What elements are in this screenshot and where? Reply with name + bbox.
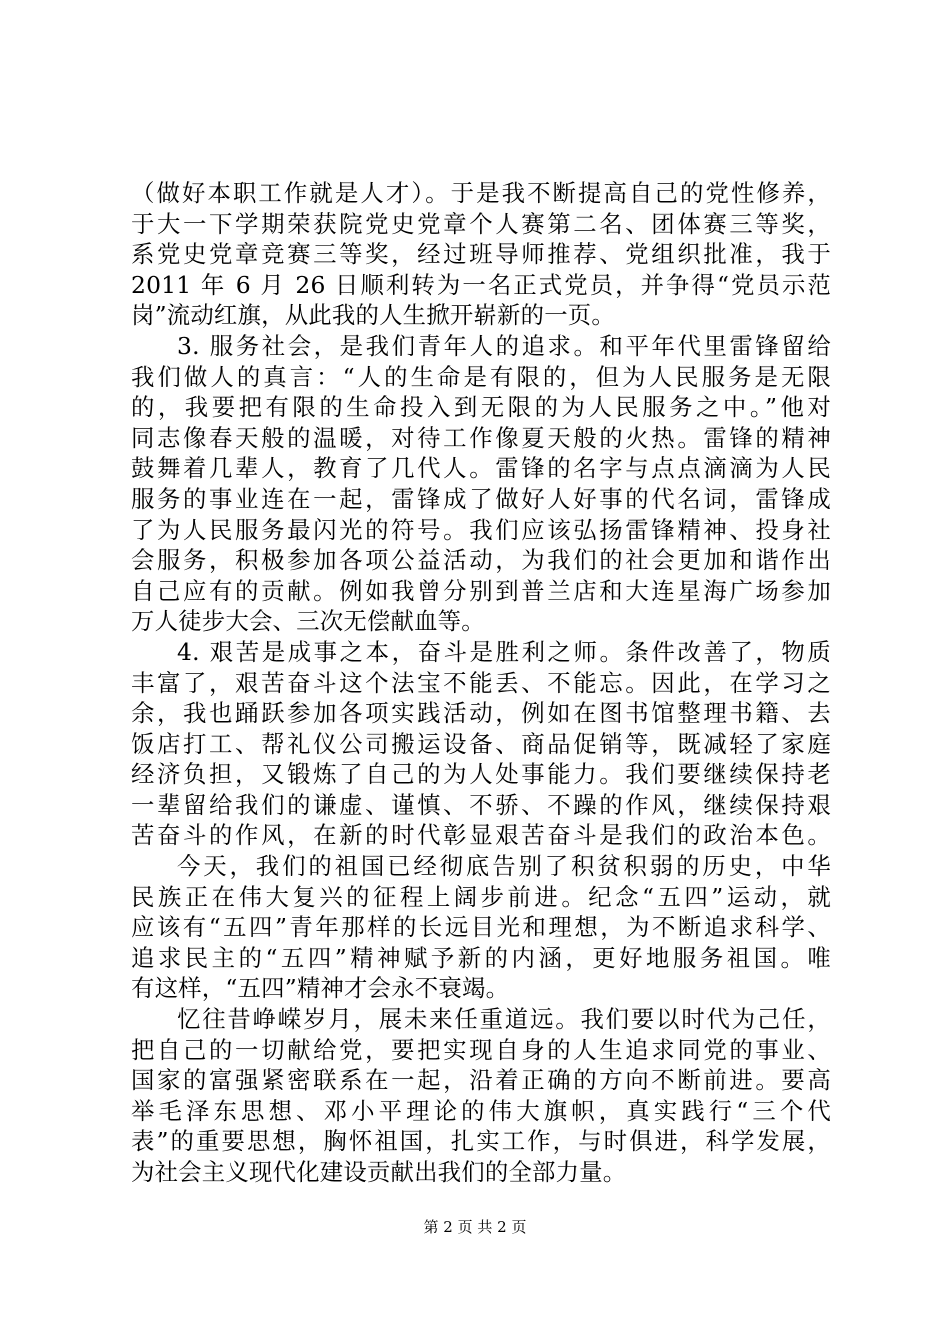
text-line: 今天，我们的祖国已经彻底告别了积贫积弱的历史，中华 xyxy=(177,852,831,881)
text-line: 丰富了，艰苦奋斗这个法宝不能丢、不能忘。因此，在学习之 xyxy=(131,668,831,697)
text-line: 为社会主义现代化建设贡献出我们的全部力量。 xyxy=(131,1158,627,1186)
text-line: 会服务，积极参加各项公益活动，为我们的社会更加和谐作出 xyxy=(131,546,831,575)
text-line: 2011 年 6 月 26 日顺利转为一名正式党员，并争得“党员示范 xyxy=(131,270,831,299)
text-line: 鼓舞着几辈人，教育了几代人。雷锋的名字与点点滴滴为人民 xyxy=(131,454,831,483)
text-line: 饭店打工、帮礼仪公司搬运设备、商品促销等，既减轻了家庭 xyxy=(131,729,831,758)
text-line: 岗”流动红旗，从此我的人生掀开崭新的一页。 xyxy=(131,301,615,330)
text-line: 系党史党章竞赛三等奖，经过班导师推荐、党组织批准，我于 xyxy=(131,240,831,269)
page-number-footer: 第 2 页 共 2 页 xyxy=(423,1218,527,1236)
text-line: 追求民主的“五四”精神赋予新的内涵，更好地服务祖国。唯 xyxy=(131,943,831,972)
text-line: 有这样，“五四”精神才会永不衰竭。 xyxy=(131,974,510,1003)
text-line: 3. 服务社会，是我们青年人的追求。和平年代里雷锋留给 xyxy=(177,331,831,360)
text-line: 国家的富强紧密联系在一起，沿着正确的方向不断前进。要高 xyxy=(131,1066,831,1095)
text-line: 表”的重要思想，胸怀祖国，扎实工作，与时俱进，科学发展， xyxy=(131,1127,831,1156)
text-line: 服务的事业连在一起，雷锋成了做好人好事的代名词，雷锋成 xyxy=(131,484,831,513)
text-line: 于大一下学期荣获院党史党章个人赛第二名、团体赛三等奖， xyxy=(131,209,831,238)
text-line: 了为人民服务最闪光的符号。我们应该弘扬雷锋精神、投身社 xyxy=(131,515,831,544)
text-line: 民族正在伟大复兴的征程上阔步前进。纪念“五四”运动，就 xyxy=(131,882,831,911)
text-line: 万人徒步大会、三次无偿献血等。 xyxy=(131,607,485,636)
text-line: 同志像春天般的温暖，对待工作像夏天般的火热。雷锋的精神 xyxy=(131,423,831,452)
text-line: 把自己的一切献给党，要把实现自身的人生追求同党的事业、 xyxy=(131,1035,831,1064)
text-line: 一辈留给我们的谦虚、谨慎、不骄、不躁的作风，继续保持艰 xyxy=(131,790,831,819)
text-line: 自己应有的贡献。例如我曾分别到普兰店和大连星海广场参加 xyxy=(131,576,831,605)
text-line: 经济负担，又锻炼了自己的为人处事能力。我们要继续保持老 xyxy=(131,760,831,789)
text-line: 忆往昔峥嵘岁月，展未来任重道远。我们要以时代为己任， xyxy=(177,1005,831,1034)
document-body xyxy=(131,178,831,1188)
text-line: 的，我要把有限的生命投入到无限的为人民服务之中。”他对 xyxy=(131,393,831,422)
text-line: 应该有“五四”青年那样的长远目光和理想，为不断追求科学、 xyxy=(131,913,831,942)
text-line: （做好本职工作就是人才）。于是我不断提高自己的党性修养， xyxy=(131,179,831,207)
text-line: 举毛泽东思想、邓小平理论的伟大旗帜，真实践行“三个代 xyxy=(131,1096,831,1125)
text-line: 4. 艰苦是成事之本，奋斗是胜利之师。条件改善了，物质 xyxy=(177,637,831,666)
text-line: 苦奋斗的作风，在新的时代彰显艰苦奋斗是我们的政治本色。 xyxy=(131,821,831,850)
text-line: 余，我也踊跃参加各项实践活动，例如在图书馆整理书籍、去 xyxy=(131,699,831,728)
text-line: 我们做人的真言：“人的生命是有限的，但为人民服务是无限 xyxy=(131,362,831,391)
